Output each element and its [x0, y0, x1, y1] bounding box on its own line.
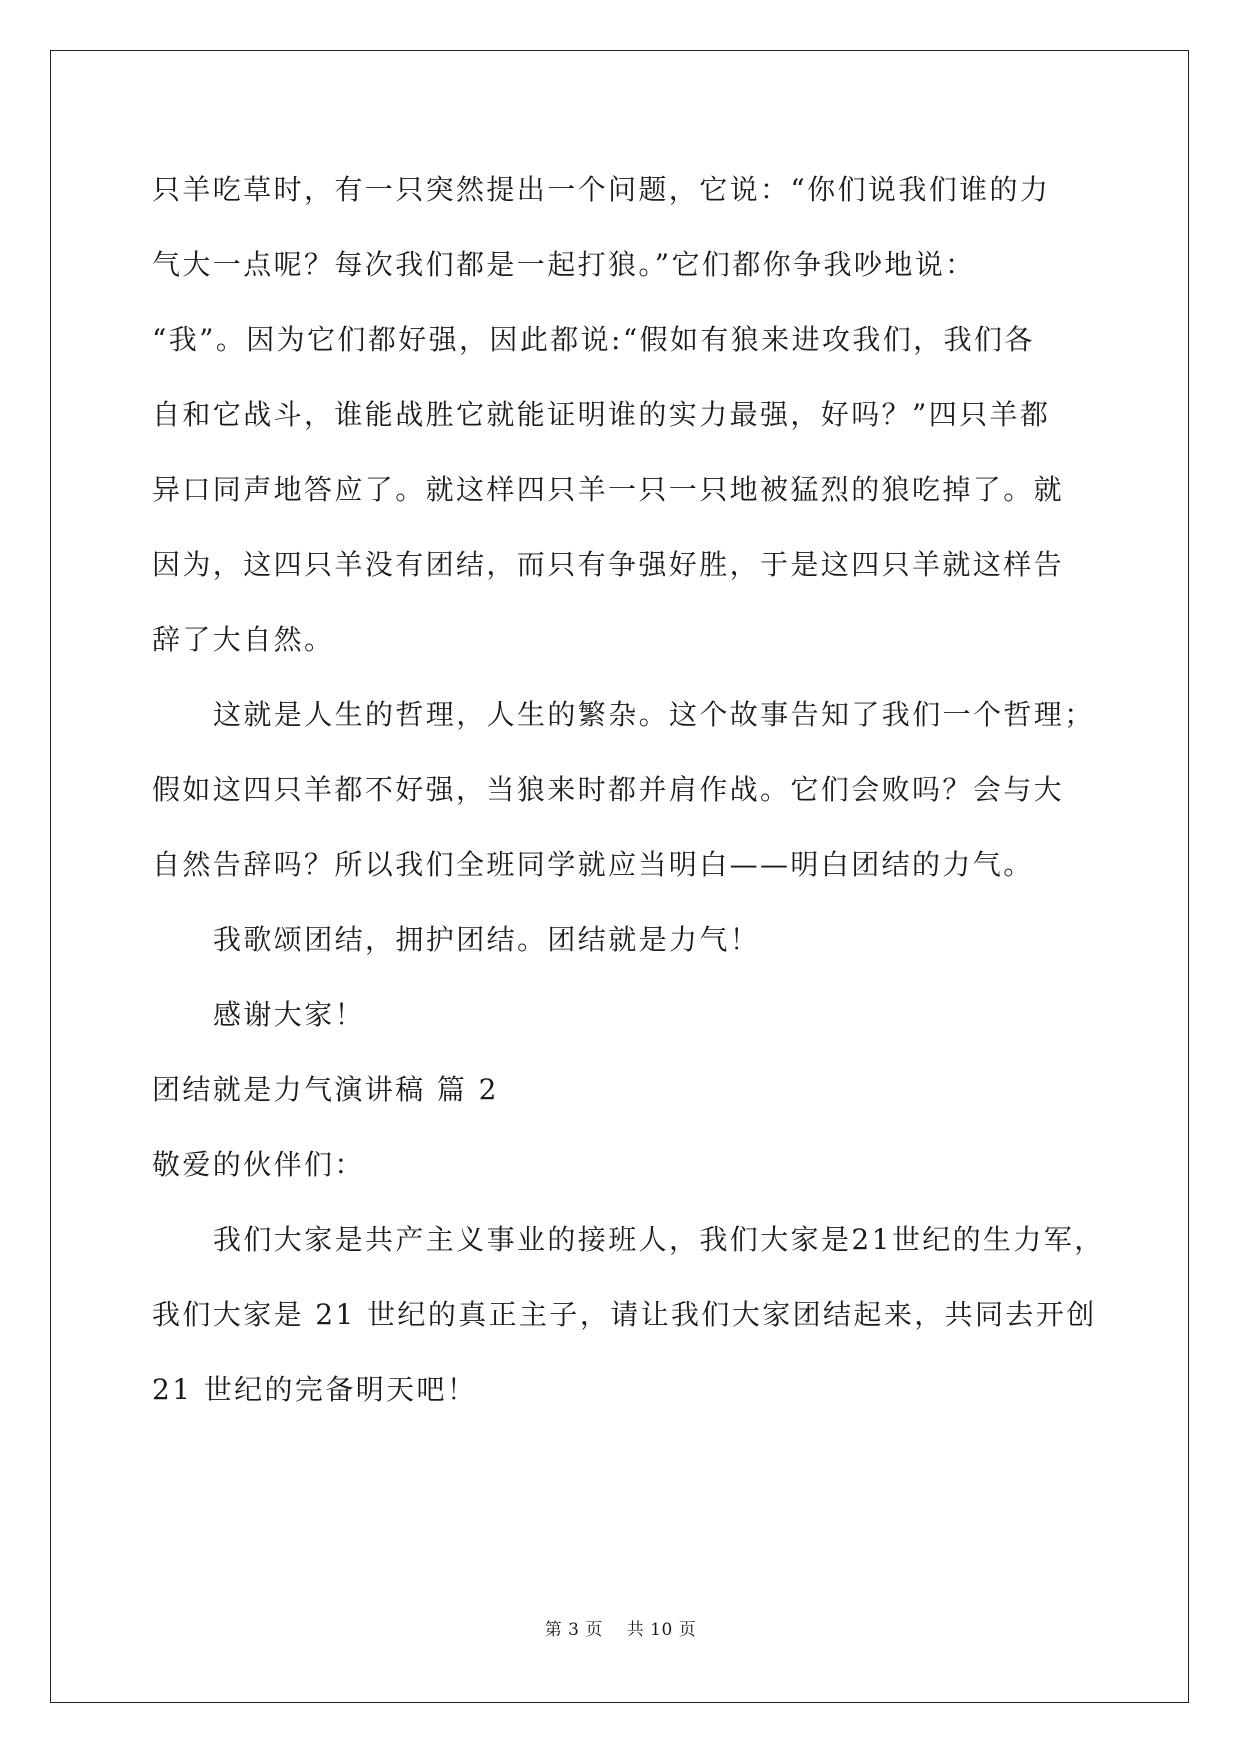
body-line: “我”。因为它们都好强，因此都说:“假如有狼来进攻我们，我们各: [152, 323, 1035, 356]
closing-line: 感谢大家！: [213, 998, 366, 1031]
page-number: 第 3 页: [544, 1620, 603, 1640]
body-line: 自和它战斗，谁能战胜它就能证明谁的实力最强，好吗？”四只羊都: [152, 398, 1051, 431]
body-line: 只羊吃草时，有一只突然提出一个问题，它说：“你们说我们谁的力: [152, 173, 1051, 206]
page-footer: [0, 1615, 1241, 1640]
salutation: 敬爱的伙伴们：: [152, 1148, 365, 1181]
section-heading: 团结就是力气演讲稿 篇 2: [152, 1073, 499, 1106]
total-pages: 共 10 页: [626, 1620, 697, 1640]
paragraph-first-line: 我歌颂团结，拥护团结。团结就是力气！: [213, 923, 761, 956]
body-line: 我们大家是 21 世纪的真正主子，请让我们大家团结起来，共同去开创: [152, 1298, 1097, 1331]
body-line: 假如这四只羊都不好强，当狼来时都并肩作战。它们会败吗？会与大: [152, 773, 1065, 806]
paragraph-first-line: 我们大家是共产主义事业的接班人，我们大家是21世纪的生力军，: [213, 1223, 1105, 1256]
paragraph-first-line: 这就是人生的哲理，人生的繁杂。这个故事告知了我们一个哲理；: [213, 698, 1095, 731]
body-line: 自然告辞吗？所以我们全班同学就应当明白——明白团结的力气。: [152, 848, 1034, 881]
body-line: 辞了大自然。: [152, 623, 335, 656]
body-line: 因为，这四只羊没有团结，而只有争强好胜，于是这四只羊就这样告: [152, 548, 1065, 581]
body-line: 21 世纪的完备明天吧！: [152, 1373, 478, 1406]
body-line: 异口同声地答应了。就这样四只羊一只一只地被猛烈的狼吃掉了。就: [152, 473, 1065, 506]
body-line: 气大一点呢？每次我们都是一起打狼。”它们都你争我吵地说：: [152, 248, 976, 281]
